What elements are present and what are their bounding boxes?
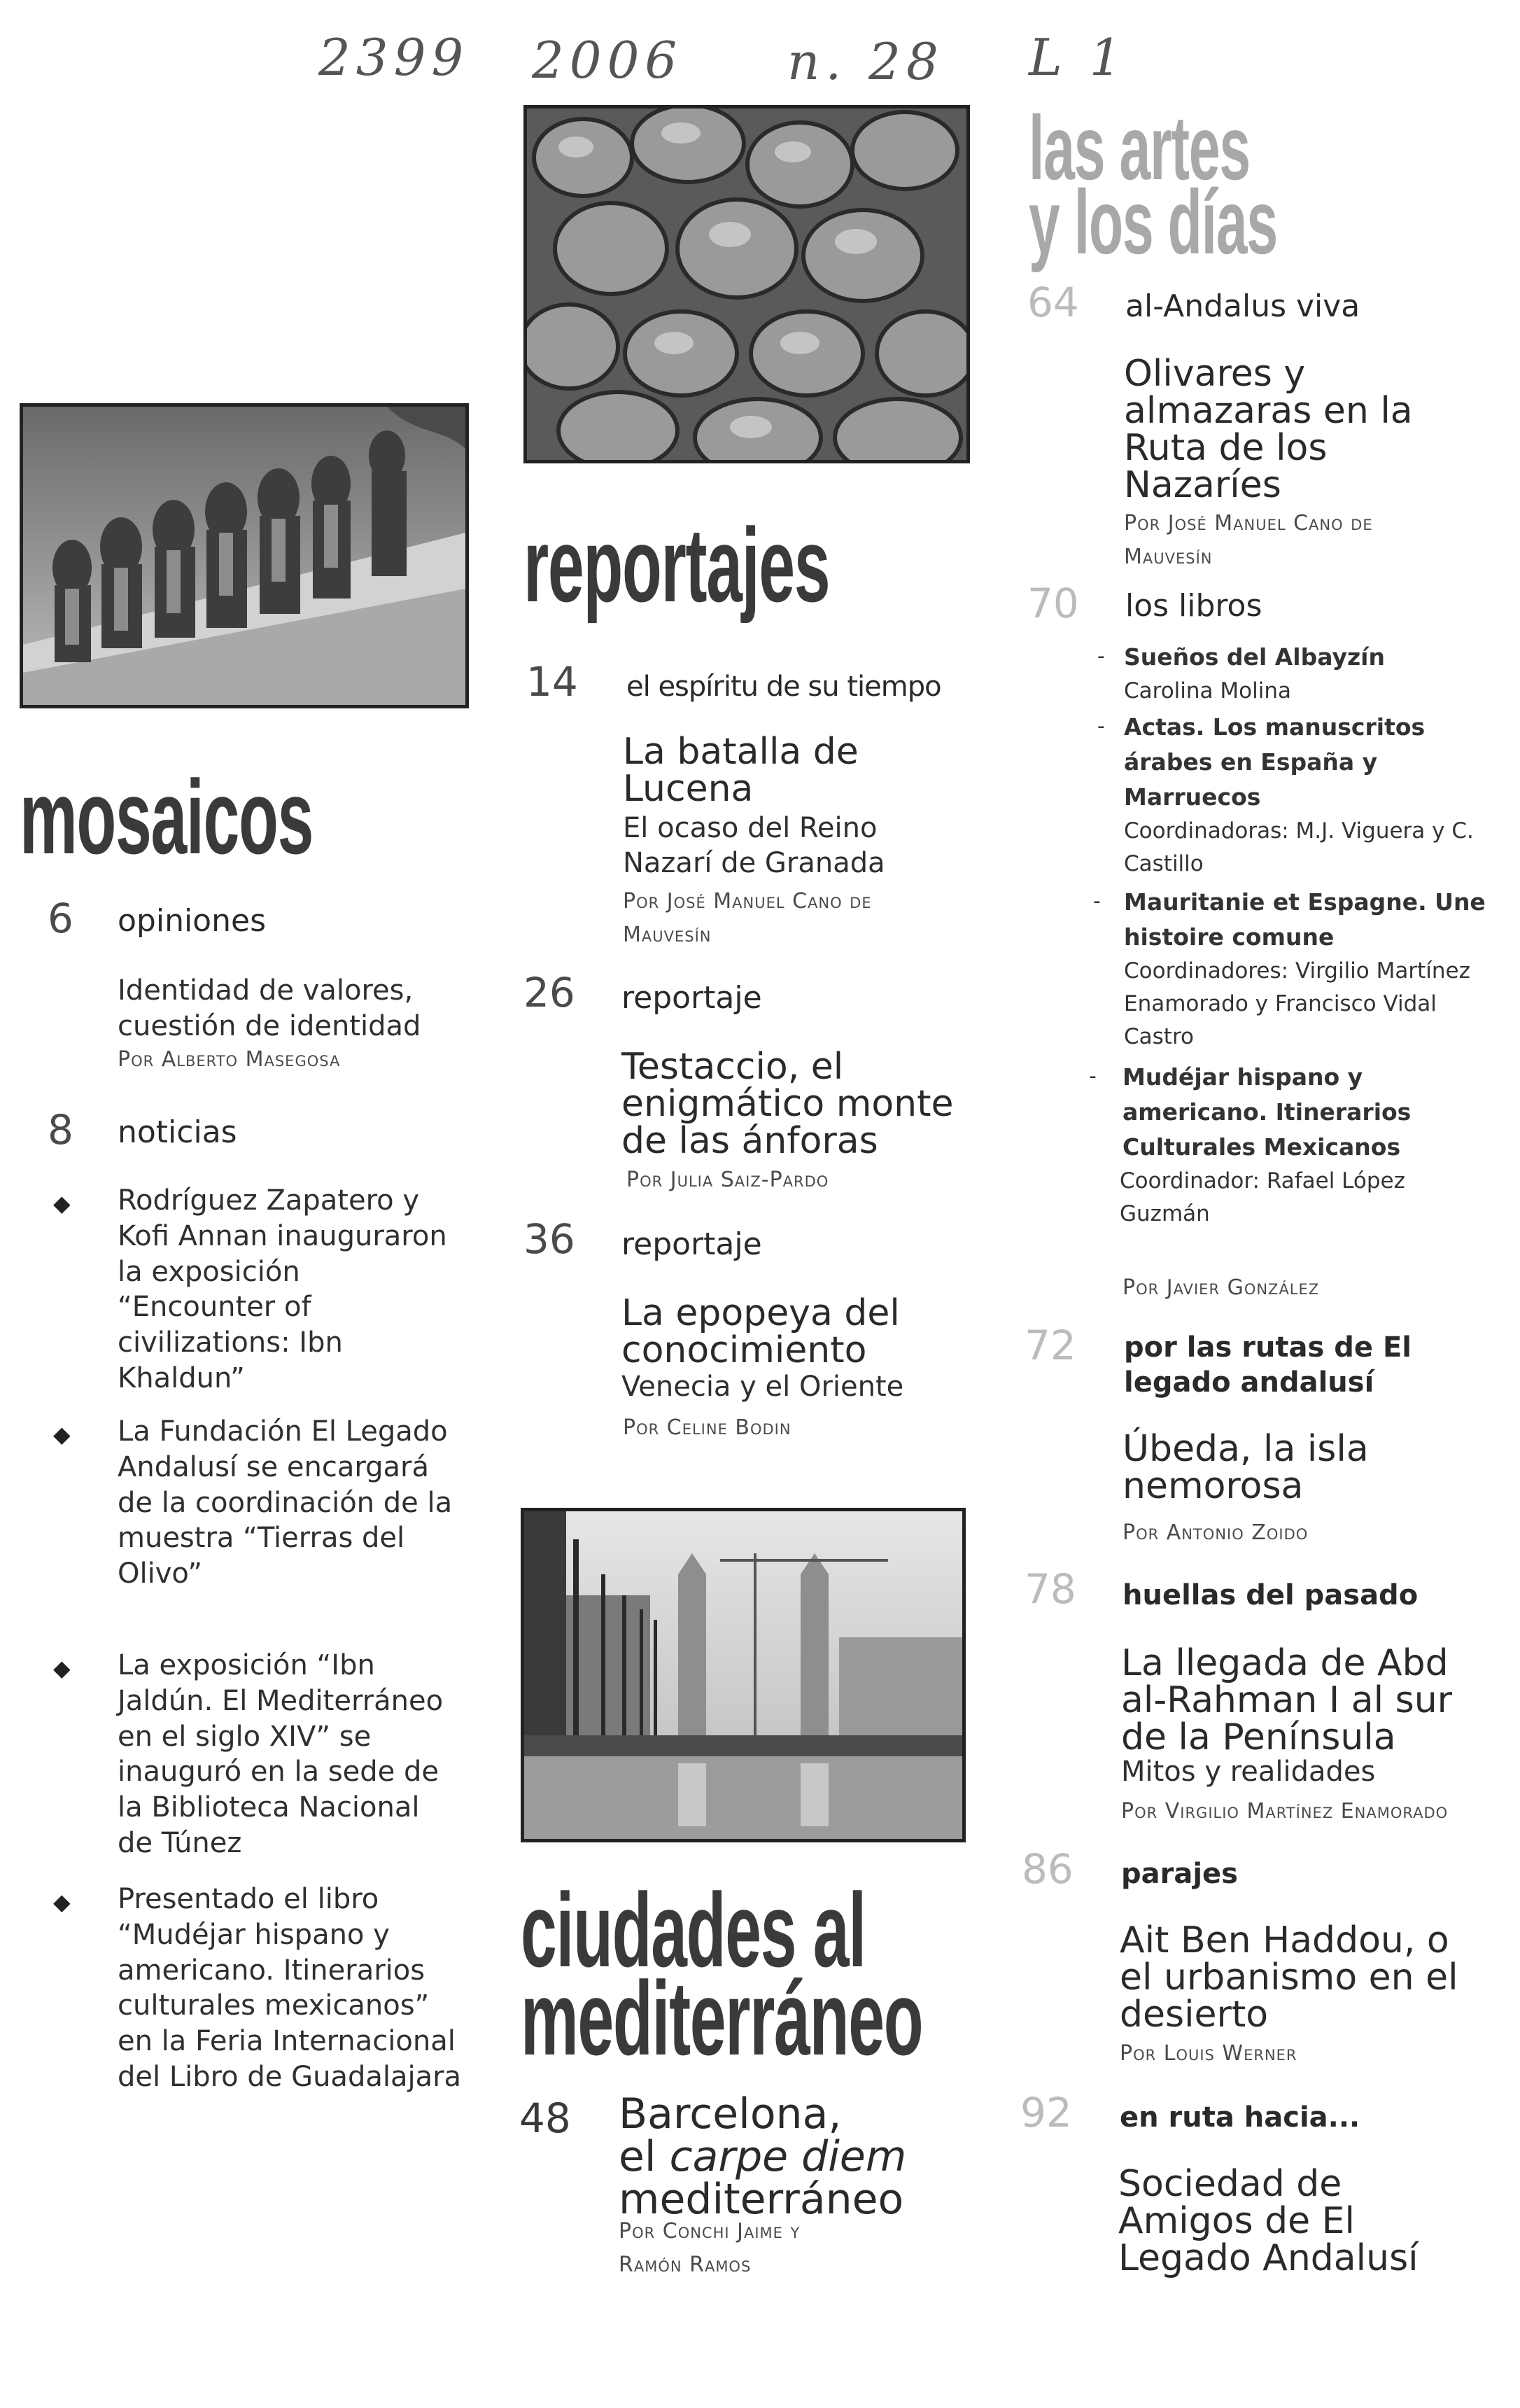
diamond-icon: ◆ — [53, 1190, 71, 1217]
artes-headline-72: Úbeda, la isla nemorosa — [1123, 1428, 1369, 1508]
page-number-86: 86 — [1022, 1845, 1074, 1893]
page-number-14: 14 — [526, 658, 578, 706]
page-number-noticias: 8 — [48, 1106, 73, 1154]
artes-byline-72: Por Antonio Zoido — [1123, 1520, 1309, 1545]
monument-photo — [20, 403, 469, 708]
artes-label-64: al-Andalus viva — [1125, 288, 1360, 324]
reportaje-label-26: reportaje — [621, 980, 762, 1016]
page-number-64: 64 — [1027, 279, 1079, 326]
artes-label-86: parajes — [1121, 1858, 1238, 1890]
reportaje-sub-14: El ocaso del Reino Nazarí de Granada — [623, 812, 885, 880]
book-credit-2: Coordinadoras: M.J. Viguera y C. Castillo — [1124, 818, 1474, 877]
news-item-3: La exposición “Ibn Jaldún. El Mediterráneo en el siglo XIV” se inauguró en la sede de la Biblioteca Nacional de Túnez — [118, 1649, 444, 1859]
handwritten-ref: L 1 — [1029, 28, 1127, 87]
page-number-opiniones: 6 — [48, 895, 73, 942]
artes-headline-64: Olivares y almazaras en la Ruta de los Nazaríes — [1124, 353, 1413, 507]
book-credit-3: Coordinadores: Virgilio Martínez Enamorado y Francisco Vidal Castro — [1124, 958, 1470, 1050]
page-number-26: 26 — [523, 969, 575, 1016]
ciudades-headline-line1: Barcelona, — [619, 2090, 842, 2138]
news-item-1: Rodríguez Zapatero y Kofi Annan inauguraron la exposición “Encounter of civilizations: Ibn Khaldun” — [118, 1184, 447, 1394]
reportaje-label-14: el espíritu de su tiempo — [626, 671, 941, 703]
ciudades-headline-line3: mediterráneo — [619, 2175, 904, 2225]
book-title-4: Mudéjar hispano y americano. Itinerarios Culturales Mexicanos — [1123, 1063, 1412, 1161]
reportaje-label-36: reportaje — [621, 1226, 762, 1262]
page-number-36: 36 — [523, 1215, 575, 1263]
opiniones-text: Identidad de valores, cuestión de identidad — [118, 974, 421, 1042]
dash-icon: - — [1093, 889, 1101, 913]
artes-headline-78: La llegada de Abd al-Rahman I al sur de la Península — [1121, 1642, 1453, 1759]
artes-label-72: por las rutas de El legado andalusí — [1124, 1331, 1412, 1399]
reportaje-sub-36: Venecia y el Oriente — [621, 1371, 904, 1403]
handwritten-issue: n. 28 — [787, 32, 944, 91]
section-title-mosaicos: mosaicos — [20, 758, 314, 876]
book-credit-4: Coordinador: Rafael López Guzmán — [1120, 1168, 1405, 1227]
reportaje-byline-36: Por Celine Bodin — [623, 1415, 791, 1440]
reportaje-headline-26: Testaccio, el enigmático monte de las ánforas — [621, 1046, 954, 1163]
page-number-72: 72 — [1025, 1322, 1076, 1369]
page-number-48: 48 — [519, 2094, 571, 2142]
ciudades-headline-carpe-diem: carpe diem — [669, 2132, 907, 2182]
opiniones-byline: Por Alberto Masegosa — [118, 1047, 341, 1072]
artes-label-78: huellas del pasado — [1123, 1579, 1419, 1611]
book-credit-1: Carolina Molina — [1124, 678, 1291, 704]
page-number-92: 92 — [1020, 2089, 1072, 2136]
section-title-reportajes: reportajes — [523, 506, 830, 624]
book-title-2: Actas. Los manuscritos árabes en España y Marruecos — [1124, 713, 1426, 811]
book-title-1: Sueños del Albayzín — [1124, 643, 1385, 671]
dash-icon: - — [1097, 644, 1105, 668]
artes-byline-78: Por Virgilio Martínez Enamorado — [1121, 1799, 1449, 1823]
artes-headline-92: Sociedad de Amigos de El Legado Andalusí — [1118, 2163, 1419, 2280]
artes-headline-86: Ait Ben Haddou, o el urbanismo en el desierto — [1120, 1919, 1458, 2036]
amphorae-photo — [523, 105, 970, 463]
diamond-icon: ◆ — [53, 1889, 71, 1915]
handwritten-code: 2399 — [318, 28, 470, 87]
page-number-70: 70 — [1027, 580, 1079, 627]
section-label-opiniones: opiniones — [118, 903, 266, 939]
dash-icon: - — [1097, 714, 1105, 738]
reportaje-headline-14: La batalla de Lucena — [623, 731, 859, 811]
news-item-2: La Fundación El Legado Andalusí se encargará de la coordinación de la muestra “Tierras del Olivo” — [118, 1415, 453, 1590]
artes-label-92: en ruta hacia... — [1120, 2101, 1360, 2134]
section-title-ciudades-line2: mediterráneo — [521, 1959, 923, 2077]
ciudades-headline-line2 — [619, 2132, 983, 2182]
diamond-icon: ◆ — [53, 1421, 71, 1448]
ciudades-headline — [619, 2090, 983, 2225]
section-title-artes-line2: y los días — [1029, 171, 1277, 273]
book-title-3: Mauritanie et Espagne. Une histoire comune — [1124, 888, 1486, 951]
ciudades-headline-el: el — [619, 2132, 670, 2182]
diamond-icon: ◆ — [53, 1655, 71, 1681]
news-item-4: Presentado el libro “Mudéjar hispano y americano. Itinerarios culturales mexicanos” en la Feria Internacional del Libro de Guadalajara — [118, 1883, 462, 2093]
reportaje-byline-26: Por Julia Saiz-Pardo — [626, 1168, 829, 1192]
section-label-noticias: noticias — [118, 1114, 237, 1150]
artes-sub-78: Mitos y realidades — [1121, 1756, 1376, 1788]
barcelona-photo — [521, 1508, 966, 1842]
artes-label-70: los libros — [1125, 588, 1262, 624]
reportaje-headline-36: La epopeya del conocimiento — [621, 1292, 900, 1372]
artes-byline-86: Por Louis Werner — [1120, 2041, 1297, 2066]
reportaje-byline-14: Por José Manuel Cano de Mauvesín — [623, 889, 872, 947]
dash-icon: - — [1089, 1064, 1097, 1088]
ciudades-byline: Por Conchi Jaime y Ramón Ramos — [619, 2219, 801, 2277]
section-title-artes-line1: las artes — [1029, 97, 1250, 199]
artes-byline-64: Por José Manuel Cano de Mauvesín — [1124, 511, 1373, 569]
handwritten-year: 2006 — [532, 31, 683, 90]
libros-byline: Por Javier González — [1123, 1275, 1320, 1300]
section-title-ciudades-line1: ciudades al — [521, 1871, 866, 1989]
page-number-78: 78 — [1025, 1565, 1076, 1613]
